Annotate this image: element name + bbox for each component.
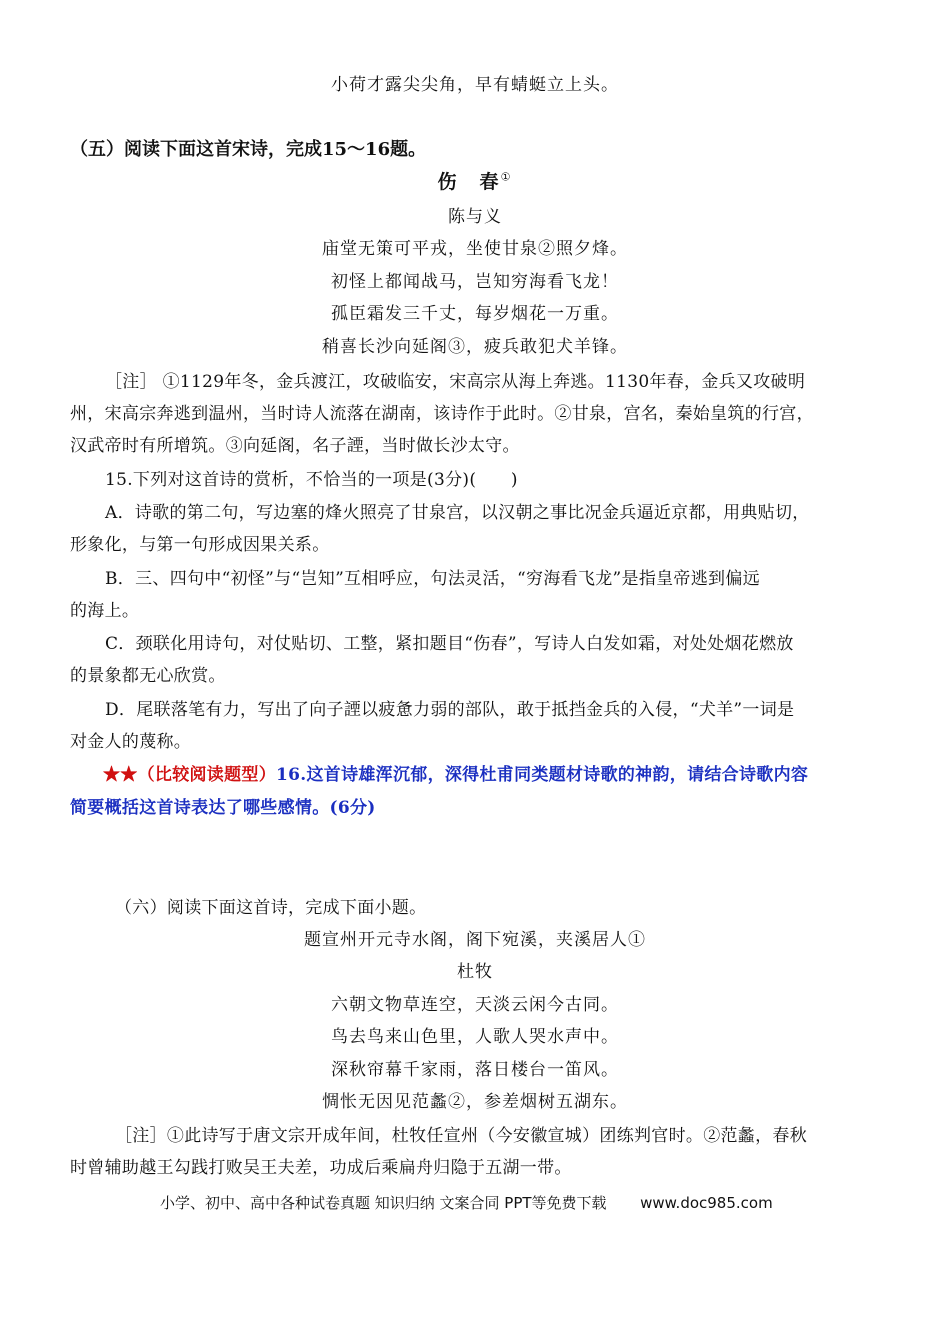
section6-heading: （六）阅读下面这首诗，完成下面小题。 — [115, 898, 427, 918]
section6-poem-line: 惆怅无因见范蠡②，参差烟树五湖东。 — [322, 1092, 628, 1112]
poem-title-text: 伤 春 — [437, 171, 501, 193]
option-a-line2: 形象化，与第一句形成因果关系。 — [70, 535, 330, 555]
option-a-line1: A．诗歌的第二句，写边塞的烽火照亮了甘泉宫，以汉朝之事比况金兵逼近京都，用典贴切， — [105, 503, 810, 523]
footer-text: 小学、初中、高中各种试卷真题 知识归纳 文案合同 PPT等免费下载 — [160, 1194, 607, 1212]
section5-note-line: 州，宋高宗奔逃到温州，当时诗人流落在湖南，该诗作于此时。②甘泉，宫名，秦始皇筑的行宫， — [70, 404, 814, 424]
option-b-line2: 的海上。 — [70, 601, 140, 621]
section5-note-line: ［注］ ①1129年冬，金兵渡江，攻破临安，宋高宗从海上奔逃。1130年春，金兵又攻破明 — [105, 372, 806, 392]
option-b-line1: B．三、四句中“初怪”与“岂知”互相呼应，句法灵活，“穷海看飞龙”是指皇帝逃到偏远 — [105, 569, 760, 589]
section5-poem-line: 庙堂无策可平戎，坐使甘泉②照夕烽。 — [322, 239, 628, 259]
section6-poem-line: 深秋帘幕千家雨，落日楼台一笛风。 — [331, 1060, 619, 1080]
poem-title-footnote-mark: ① — [500, 170, 513, 184]
section6-poem-line: 鸟去鸟来山色里，人歌人哭水声中。 — [331, 1027, 619, 1047]
section5-note-line: 汉武帝时有所增筑。③向延阁，名子諲，当时做长沙太守。 — [70, 436, 520, 456]
option-c-line1: C．颈联化用诗句，对仗贴切、工整，紧扣题目“伤春”，写诗人白发如霜，对处处烟花燃放 — [105, 634, 794, 654]
difficulty-stars-label: ★★（比较阅读题型） — [103, 765, 276, 785]
section5-heading: （五）阅读下面这首宋诗，完成15～16题。 — [70, 139, 427, 160]
option-c-line2: 的景象都无心欣赏。 — [70, 666, 226, 686]
section6-note-line: 时曾辅助越王勾践打败吴王夫差，功成后乘扁舟归隐于五湖一带。 — [70, 1158, 572, 1178]
section5-poem-title — [0, 167, 950, 194]
section5-author: 陈与义 — [448, 207, 502, 227]
question-16-line1 — [103, 760, 808, 785]
question-15: 15.下列对这首诗的赏析，不恰当的一项是(3分)( ) — [105, 470, 518, 490]
question-16-text: 16.这首诗雄浑沉郁，深得杜甫同类题材诗歌的神韵，请结合诗歌内容 — [276, 765, 809, 785]
option-d-line1: D．尾联落笔有力，写出了向子諲以疲惫力弱的部队，敢于抵挡金兵的入侵，“犬羊”一词是 — [105, 700, 795, 720]
top-poem-line: 小荷才露尖尖角，早有蜻蜓立上头。 — [331, 75, 619, 95]
footer-url-link[interactable]: www.doc985.com — [640, 1194, 773, 1212]
section5-poem-line: 孤臣霜发三千丈，每岁烟花一万重。 — [331, 304, 619, 324]
section6-author: 杜牧 — [457, 962, 493, 982]
section5-poem-line: 稍喜长沙向延阁③，疲兵敢犯犬羊锋。 — [322, 337, 628, 357]
section6-note-line: ［注］①此诗写于唐文宗开成年间，杜牧任宣州（今安徽宣城）团练判官时。②范蠡，春秋 — [115, 1126, 807, 1146]
footer — [160, 1192, 773, 1213]
option-d-line2: 对金人的蔑称。 — [70, 732, 192, 752]
section5-poem-line: 初怪上都闻战马，岂知穷海看飞龙！ — [331, 272, 619, 292]
section6-poem-line: 六朝文物草连空，天淡云闲今古同。 — [331, 995, 619, 1015]
section6-poem-title: 题宣州开元寺水阁，阁下宛溪，夹溪居人① — [304, 930, 646, 950]
question-16-line2: 简要概括这首诗表达了哪些感情。(6分) — [70, 798, 376, 818]
